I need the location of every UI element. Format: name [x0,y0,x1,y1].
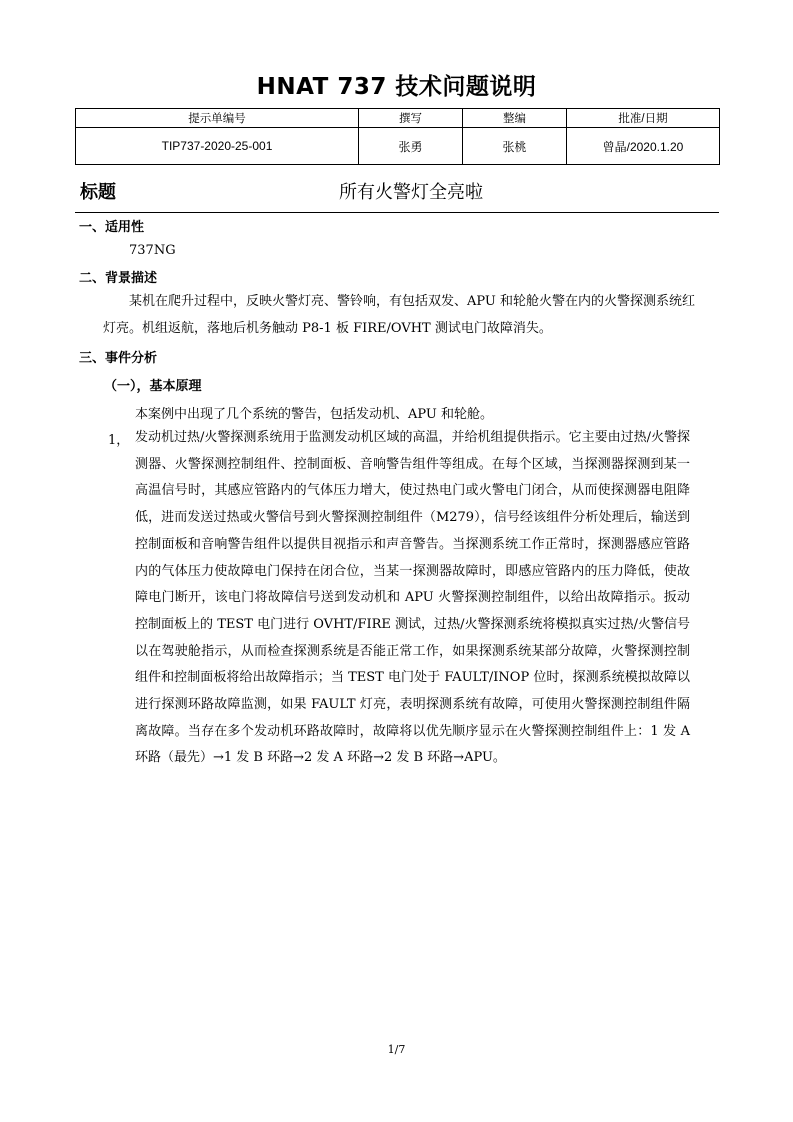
header-editor: 整编 [463,109,567,128]
background-heading: 二、背景描述 [79,271,158,286]
value-approval-date: 曾晶/2020.1.20 [567,128,720,165]
header-author: 撰写 [359,109,463,128]
value-tip-number: TIP737-2020-25-001 [76,128,359,165]
subject-label: 标题 [80,182,116,203]
header-tip-number: 提示单编号 [76,109,359,128]
analysis-intro: 本案例中出现了几个系统的警告，包括发动机、APU 和轮舱。 [135,407,493,422]
value-author: 张勇 [359,128,463,165]
header-approval-date: 批准/日期 [567,109,720,128]
value-editor: 张桃 [463,128,567,165]
info-table-value-row [76,128,720,165]
document-info-table [75,108,720,165]
document-title: HNAT 737 技术问题说明 [256,74,537,100]
applicability-heading: 一、适用性 [79,220,145,235]
subject-row [75,174,719,213]
applicability-text: 737NG [129,243,176,258]
analysis-heading: 三、事件分析 [79,351,158,366]
basic-principle-subheading: （一），基本原理 [104,379,202,394]
page-number: 1/7 [387,1043,406,1056]
item-paragraph: 发动机过热/火警探测系统用于监测发动机区域的高温，并给机组提供指示。它主要由过热/火警探测器、火警探测控制组件、控制面板、音响警告组件等组成。在每个区域，当探测器探测到某一高温信号时，其感应管路内的气体压力增大，使过热电门或火警电门闭合，从而使探测器电阻降低，进而发送过热或火警信号到火警探测控制组件（M279），信号经该组件分析处理后，输送到控制面板和音响警告组件以提供目视指示和声音警告。当探测系统工作正常时，探测器感应管路内的气体压力使故障电门保持在闭合位，当某一探测器故障时，即感应管路内的压力降低，使故障电门断开，该电门将故障信号送到发动机和 APU 火警探测控制组件，以给出故障指示。扳动控制面板上的 TEST 电门进行 OVHT/FIRE 测试，过热/火警探测系统将模拟真实过热/火警信号以在驾驶舱指示，从而检查探测系统是否能正常工作，如果探测系统某部分故障，火警探测控制组件和控制面板将给出故障指示；当 TEST 电门处于 FAULT/INOP 位时，探测系统模拟故障以进行探测环路故障监测，如果 FAULT 灯亮，表明探测系统有故障，可使用火警探测控制组件隔离故障。当存在多个发动机环路故障时，故障将以优先顺序显示在火警探测控制组件上：1 发 A 环路（最先）→1 发 B 环路→2 发 A 环路→2 发 B 环路→APU。 [135,430,690,766]
background-paragraph: 某机在爬升过程中，反映火警灯亮、警铃响，有包括双发、APU 和轮舱火警在内的火警探测系统红灯亮。机组返航，落地后机务触动 P8-1 板 FIRE/OVHT 测试电门故障消失。 [103,294,695,336]
info-table-header-row [76,109,720,128]
subject-text: 所有火警灯全亮啦 [339,182,483,203]
item-number: 1， [108,433,130,448]
